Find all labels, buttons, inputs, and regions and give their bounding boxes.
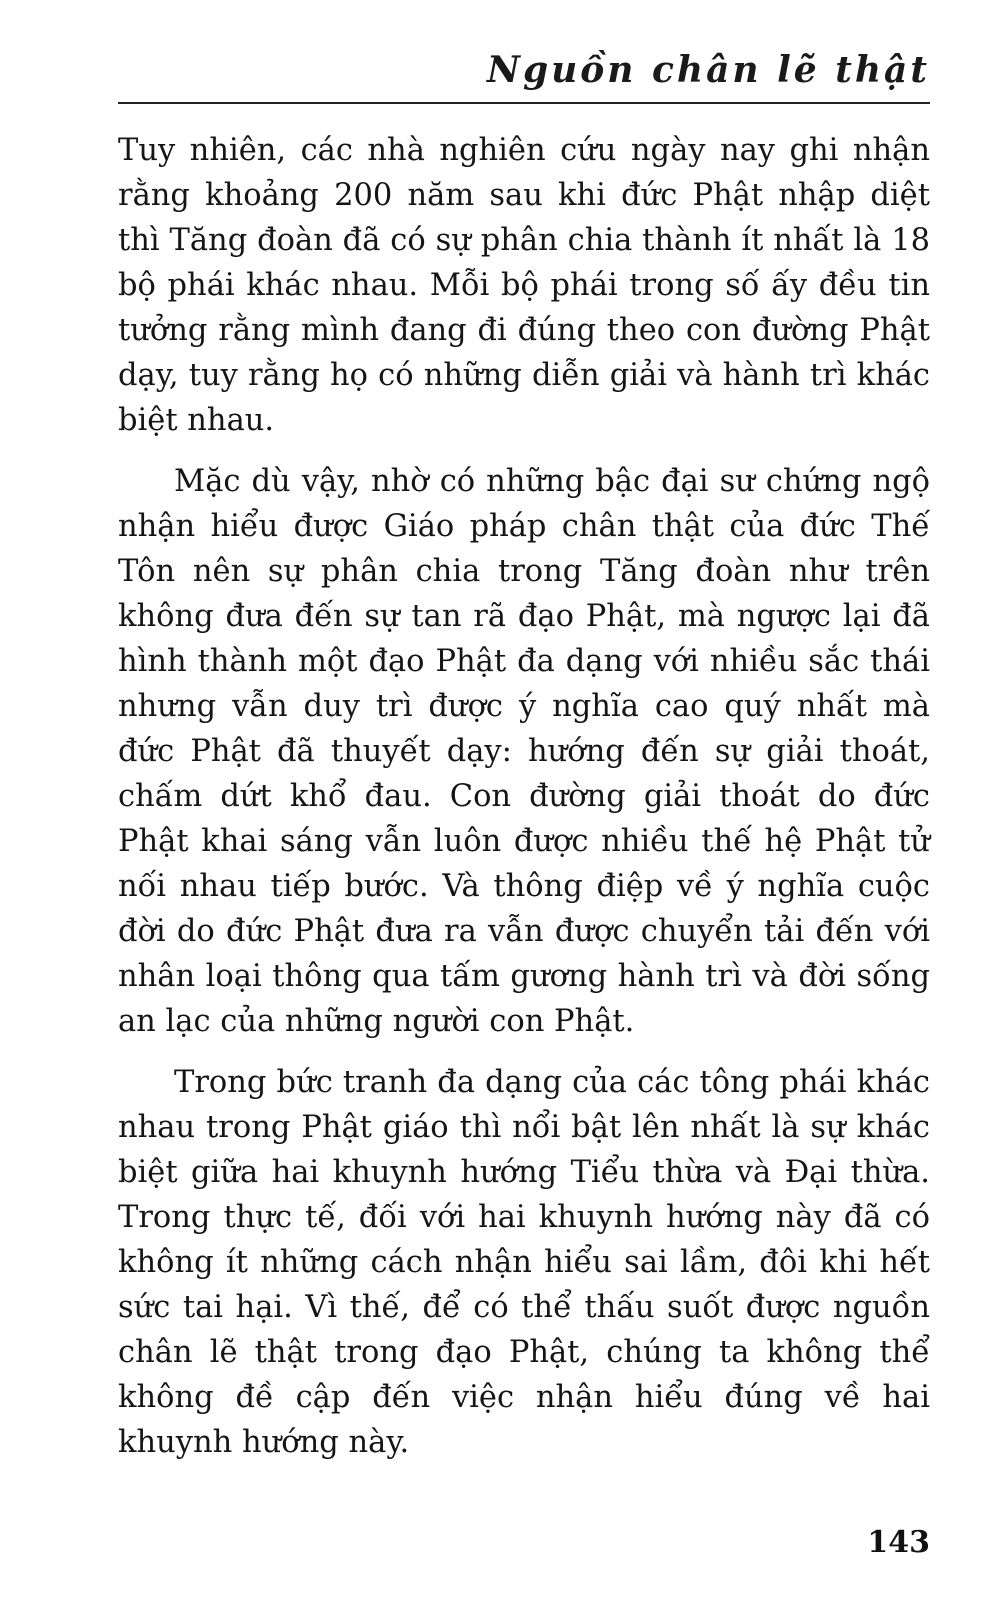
header-rule [118, 102, 930, 104]
paragraph-1: Tuy nhiên, các nhà nghiên cứu ngày nay ghi nhận rằng khoảng 200 năm sau khi đức Phật nhập diệt thì Tăng đoàn đã có sự phân chia thành ít nhất là 18 bộ phái khác nhau. Mỗi bộ phái trong số ấy đều tin tưởng rằng mình đang đi đúng theo con đường Phật dạy, tuy rằng họ có những diễn giải và hành trì khác biệt nhau. [118, 133, 930, 438]
paragraph-3: Trong bức tranh đa dạng của các tông phái khác nhau trong Phật giáo thì nổi bật lên nhất là sự khác biệt giữa hai khuynh hướng Tiểu thừa và Đại thừa. Trong thực tế, đối với hai khuynh hướng này đã có không ít những cách nhận hiểu sai lầm, đôi khi hết sức tai hại. Vì thế, để có thể thấu suốt được nguồn chân lẽ thật trong đạo Phật, chúng ta không thể không đề cập đến việc nhận hiểu đúng về hai khuynh hướng này. [118, 1065, 930, 1460]
paragraph-2: Mặc dù vậy, nhờ có những bậc đại sư chứng ngộ nhận hiểu được Giáo pháp chân thật của đức Thế Tôn nên sự phân chia trong Tăng đoàn như trên không đưa đến sự tan rã đạo Phật, mà ngược lại đã hình thành một đạo Phật đa dạng với nhiều sắc thái nhưng vẫn duy trì được ý nghĩa cao quý nhất mà đức Phật đã thuyết dạy: hướng đến sự giải thoát, chấm dứt khổ đau. Con đường giải thoát do đức Phật khai sáng vẫn luôn được nhiều thế hệ Phật tử nối nhau tiếp bước. Và thông điệp về ý nghĩa cuộc đời do đức Phật đưa ra vẫn được chuyển tải đến với nhân loại thông qua tấm gương hành trì và đời sống an lạc của những người con Phật. [118, 464, 930, 1039]
page-number: 143 [867, 1525, 930, 1560]
body-text [118, 128, 930, 1481]
running-header-title: Nguồn chân lẽ thật [487, 49, 930, 91]
